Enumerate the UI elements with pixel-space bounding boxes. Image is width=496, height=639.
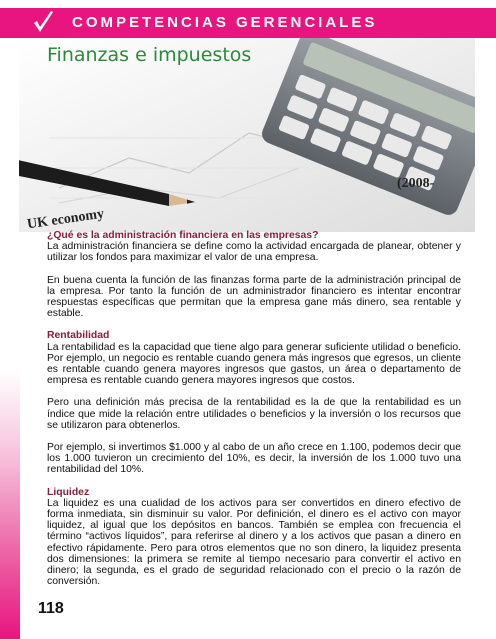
pencil-calculator-illustration xyxy=(19,38,475,232)
paragraph: La administración financiera se define como la actividad encargada de planear, obtener y utilizar los fondos para maximizar el valor de una empresa. xyxy=(47,241,461,264)
paragraph: Pero una definición más precisa de la rentabilidad es la de que la rentabilidad es un índice que mide la relación entre utilidades o beneficios y la inversión o los recursos que se utilizaron para obtenerlos. xyxy=(47,397,461,431)
paragraph: La liquidez es una cualidad de los activos para ser convertidos en dinero efectivo de forma inmediata, sin disminuir su valor. Por definición, el dinero es el activo con mayor liquidez, al igual que los depósitos en bancos. También se emplea con frecuencia el término “activos líquidos”, para referirse al dinero y a los activos que pasan a dinero en efectivo rápidamente. Pero para otros elementos que no son dinero, la liquidez presenta dos dimensiones: la primera se remite al tiempo necesario para convertir el activo en dinero; la segunda, es el grado de seguridad relacionado con el precio o la razón de conversión. xyxy=(47,497,461,588)
heading-admin-financiera: ¿Qué es la administración financiera en las empresas? xyxy=(47,230,319,241)
photo-text-year: (2008- xyxy=(397,176,435,191)
page-number: 118 xyxy=(38,600,64,617)
header-title: COMPETENCIAS GERENCIALES xyxy=(72,14,378,31)
paragraph: La rentabilidad es la capacidad que tiene algo para generar suficiente utilidad o beneficio. Por ejemplo, un negocio es rentable cuando genera más ingresos que egresos, un cliente es rentable cuando genera mayores ingresos que gastos, un área o departamento de empresa es rentable cuando genera mayores ingresos que costos. xyxy=(47,341,461,387)
side-accent-bar xyxy=(0,370,20,639)
paragraph: En buena cuenta la función de las finanzas forma parte de la administración principal de la empresa. Por tanto la función de un administrador financiero es intentar encontrar respuestas específicas que permitan que la empresa gane más dinero, sea rentable y estable. xyxy=(47,274,461,320)
header-photo xyxy=(19,38,475,232)
checkmark-icon xyxy=(30,10,56,36)
heading-rentabilidad: Rentabilidad xyxy=(47,330,110,342)
article-body xyxy=(47,230,461,587)
header-bar xyxy=(0,8,496,38)
section-title: Finanzas e impuestos xyxy=(47,44,252,66)
paragraph: Por ejemplo, si invertimos $1.000 y al cabo de un año crece en 1.100, podemos decir que los 1.000 tuvieron un crecimiento del 10%, es decir, la inversión de los 1.000 tuvo una rentabilidad del 10%. xyxy=(47,442,461,476)
photo-text-uk: UK economy xyxy=(26,206,105,232)
heading-liquidez: Liquidez xyxy=(47,486,90,498)
